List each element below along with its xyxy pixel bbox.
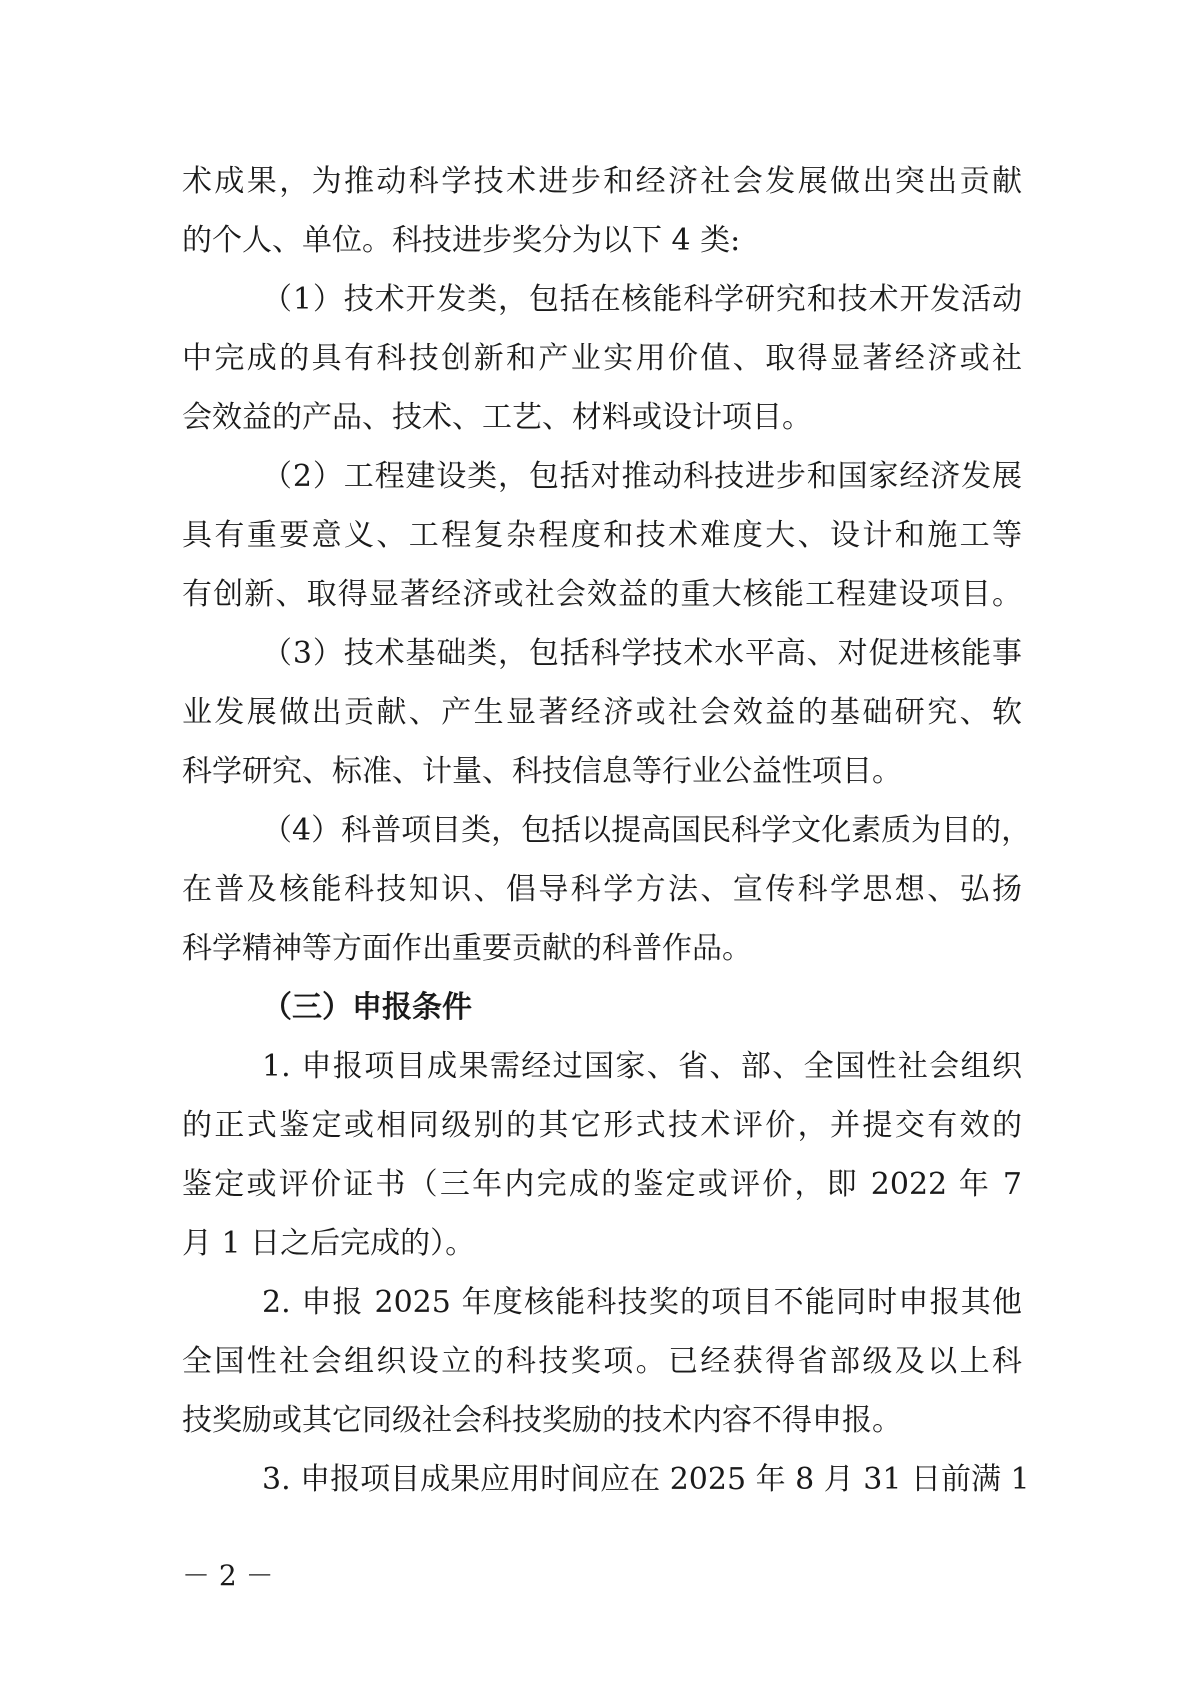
text-line: （3）技术基础类，包括科学技术水平高、对促进核能事 bbox=[262, 636, 1022, 671]
text-line: 2. 申报 2025 年度核能科技奖的项目不能同时申报其他 bbox=[262, 1285, 1022, 1320]
text-line: 技奖励或其它同级社会科技奖励的技术内容不得申报。 bbox=[182, 1403, 902, 1438]
text-line: 术成果，为推动科学技术进步和经济社会发展做出突出贡献 bbox=[182, 164, 1022, 199]
text-line: 的个人、单位。科技进步奖分为以下 4 类: bbox=[182, 223, 741, 258]
text-line: 科学精神等方面作出重要贡献的科普作品。 bbox=[182, 931, 752, 966]
text-line: 会效益的产品、技术、工艺、材料或设计项目。 bbox=[182, 400, 812, 435]
text-line: 月 1 日之后完成的）。 bbox=[182, 1226, 476, 1261]
text-line: 有创新、取得显著经济或社会效益的重大核能工程建设项目。 bbox=[182, 577, 1022, 612]
text-line: 全国性社会组织设立的科技奖项。已经获得省部级及以上科 bbox=[182, 1344, 1022, 1379]
page-number: － 2 － bbox=[182, 1559, 274, 1592]
text-line: 在普及核能科技知识、倡导科学方法、宣传科学思想、弘扬 bbox=[182, 872, 1022, 907]
text-line: （4）科普项目类，包括以提高国民科学文化素质为目的， bbox=[262, 813, 1032, 848]
section-heading: （三）申报条件 bbox=[262, 990, 472, 1025]
text-line: 业发展做出贡献、产生显著经济或社会效益的基础研究、软 bbox=[182, 695, 1022, 730]
text-line: 中完成的具有科技创新和产业实用价值、取得显著经济或社 bbox=[182, 341, 1022, 376]
text-line: 1. 申报项目成果需经过国家、省、部、全国性社会组织 bbox=[262, 1049, 1022, 1084]
text-line: 鉴定或评价证书（三年内完成的鉴定或评价，即 2022 年 7 bbox=[182, 1167, 1022, 1202]
text-line: 3. 申报项目成果应用时间应在 2025 年 8 月 31 日前满 1 bbox=[262, 1462, 1030, 1497]
text-line: 具有重要意义、工程复杂程度和技术难度大、设计和施工等 bbox=[182, 518, 1022, 553]
text-line: 的正式鉴定或相同级别的其它形式技术评价，并提交有效的 bbox=[182, 1108, 1022, 1143]
text-line: （1）技术开发类，包括在核能科学研究和技术开发活动 bbox=[262, 282, 1022, 317]
text-line: 科学研究、标准、计量、科技信息等行业公益性项目。 bbox=[182, 754, 902, 789]
text-line: （2）工程建设类，包括对推动科技进步和国家经济发展 bbox=[262, 459, 1022, 494]
